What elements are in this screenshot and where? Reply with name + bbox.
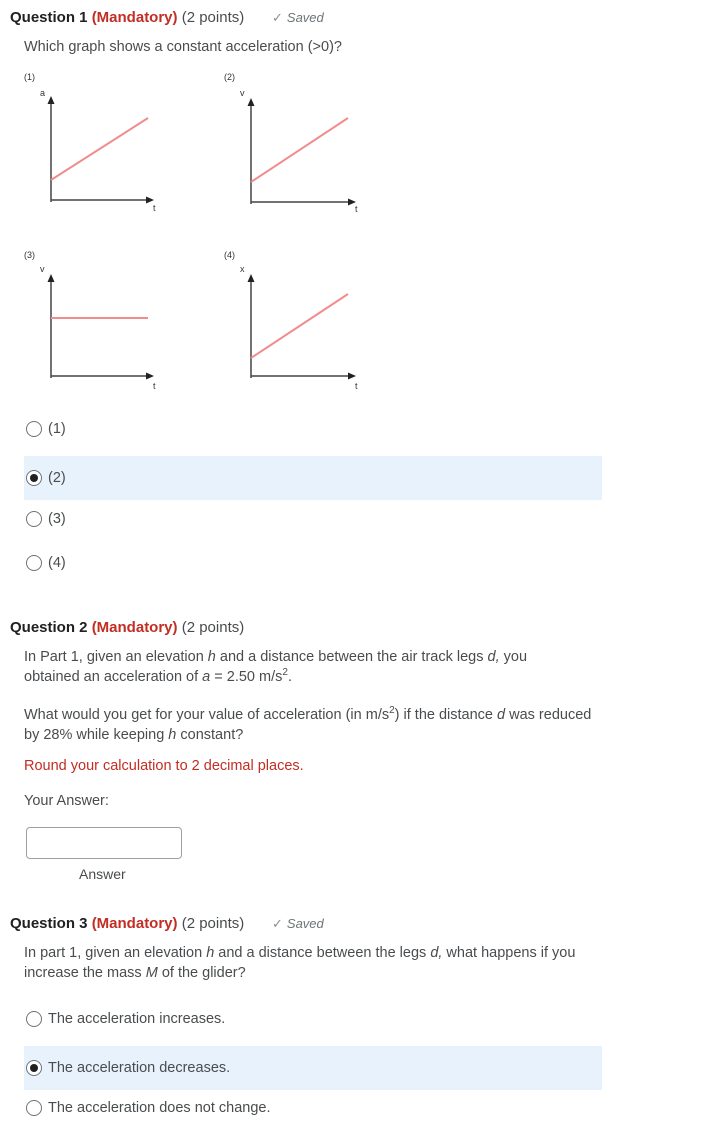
q3-saved-label: Saved <box>286 916 324 931</box>
radio-button[interactable] <box>26 511 42 527</box>
graph-1-xlabel: t <box>153 203 156 213</box>
q3-mandatory: (Mandatory) <box>91 915 178 932</box>
graph-4-label: (4) <box>224 250 235 260</box>
graph-4-ylabel: x <box>240 264 245 274</box>
q1-option-3[interactable] <box>24 497 602 541</box>
q3-option-3-label: The acceleration does not change. <box>48 1100 271 1116</box>
q2-answer-caption: Answer <box>79 866 126 882</box>
graph-3-label: (3) <box>24 250 35 260</box>
q1-number: Question 1 <box>10 9 88 26</box>
q3-points: (2 points) <box>181 915 245 932</box>
radio-button-checked[interactable] <box>26 1060 42 1076</box>
q3-prompt: In part 1, given an elevation h and a distance between the legs d, what happens if you increase the mass M of the glider? <box>24 945 576 981</box>
graph-4-plot <box>220 248 380 398</box>
q3-saved-status <box>272 916 324 932</box>
graph-1-ylabel: a <box>40 88 46 98</box>
graph-3-plot <box>20 248 180 398</box>
q1-prompt: Which graph shows a constant acceleration (>0)? <box>24 39 342 55</box>
graph-2-line <box>251 118 348 182</box>
graph-1-plot <box>20 70 180 220</box>
q2-answer-input[interactable] <box>26 827 182 859</box>
q1-points: (2 points) <box>181 9 245 26</box>
q2-paragraph-2: What would you get for your value of acceleration (in $m/s^2$) if the distance d was reduced by 28% while keeping h constant? <box>24 705 592 743</box>
q3-header <box>10 915 244 932</box>
q3-option-3[interactable] <box>24 1086 602 1130</box>
graph-3-ylabel: v <box>40 264 45 274</box>
graph-2-xlabel: t <box>355 204 358 214</box>
q3-number: Question 3 <box>10 915 88 932</box>
graph-2-label: (2) <box>224 72 235 82</box>
q1-option-3-label: (3) <box>48 511 66 527</box>
graph-2-plot <box>220 70 380 220</box>
q1-option-2[interactable] <box>24 456 602 500</box>
radio-button[interactable] <box>26 555 42 571</box>
q1-option-1[interactable] <box>24 407 602 451</box>
q3-option-1-label: The acceleration increases. <box>48 1011 226 1027</box>
q2-mandatory: (Mandatory) <box>91 619 178 636</box>
graph-3-xlabel: t <box>153 381 156 391</box>
q2-number: Question 2 <box>10 619 88 636</box>
check-icon: ✓ <box>272 10 283 25</box>
q1-option-4[interactable] <box>24 541 602 585</box>
q2-paragraph-1: In Part 1, given an elevation h and a distance between the air track legs d, you obtained an acceleration of a = 2.50 $m/s^2$. <box>24 649 528 685</box>
check-icon: ✓ <box>272 916 283 931</box>
radio-button-checked[interactable] <box>26 470 42 486</box>
radio-button[interactable] <box>26 1100 42 1116</box>
q2-header <box>10 619 244 636</box>
graph-4-xlabel: t <box>355 381 358 391</box>
q1-header <box>10 9 244 26</box>
q3-option-2-label: The acceleration decreases. <box>48 1060 231 1076</box>
q2-rounding-note: Round your calculation to 2 decimal places. <box>24 758 304 774</box>
graph-1-line <box>51 118 148 180</box>
q1-saved-label: Saved <box>286 10 324 25</box>
q3-option-1[interactable] <box>24 997 602 1041</box>
q3-option-2[interactable] <box>24 1046 602 1090</box>
q2-points: (2 points) <box>181 619 245 636</box>
graph-4-line <box>251 294 348 358</box>
q1-saved-status <box>272 10 324 26</box>
graph-1-label: (1) <box>24 72 35 82</box>
radio-button[interactable] <box>26 421 42 437</box>
q1-mandatory: (Mandatory) <box>91 9 178 26</box>
q1-option-2-label: (2) <box>48 470 66 486</box>
radio-button[interactable] <box>26 1011 42 1027</box>
q1-option-1-label: (1) <box>48 421 66 437</box>
graph-2-ylabel: v <box>240 88 245 98</box>
q2-your-answer-label: Your Answer: <box>24 793 109 809</box>
q1-option-4-label: (4) <box>48 555 66 571</box>
